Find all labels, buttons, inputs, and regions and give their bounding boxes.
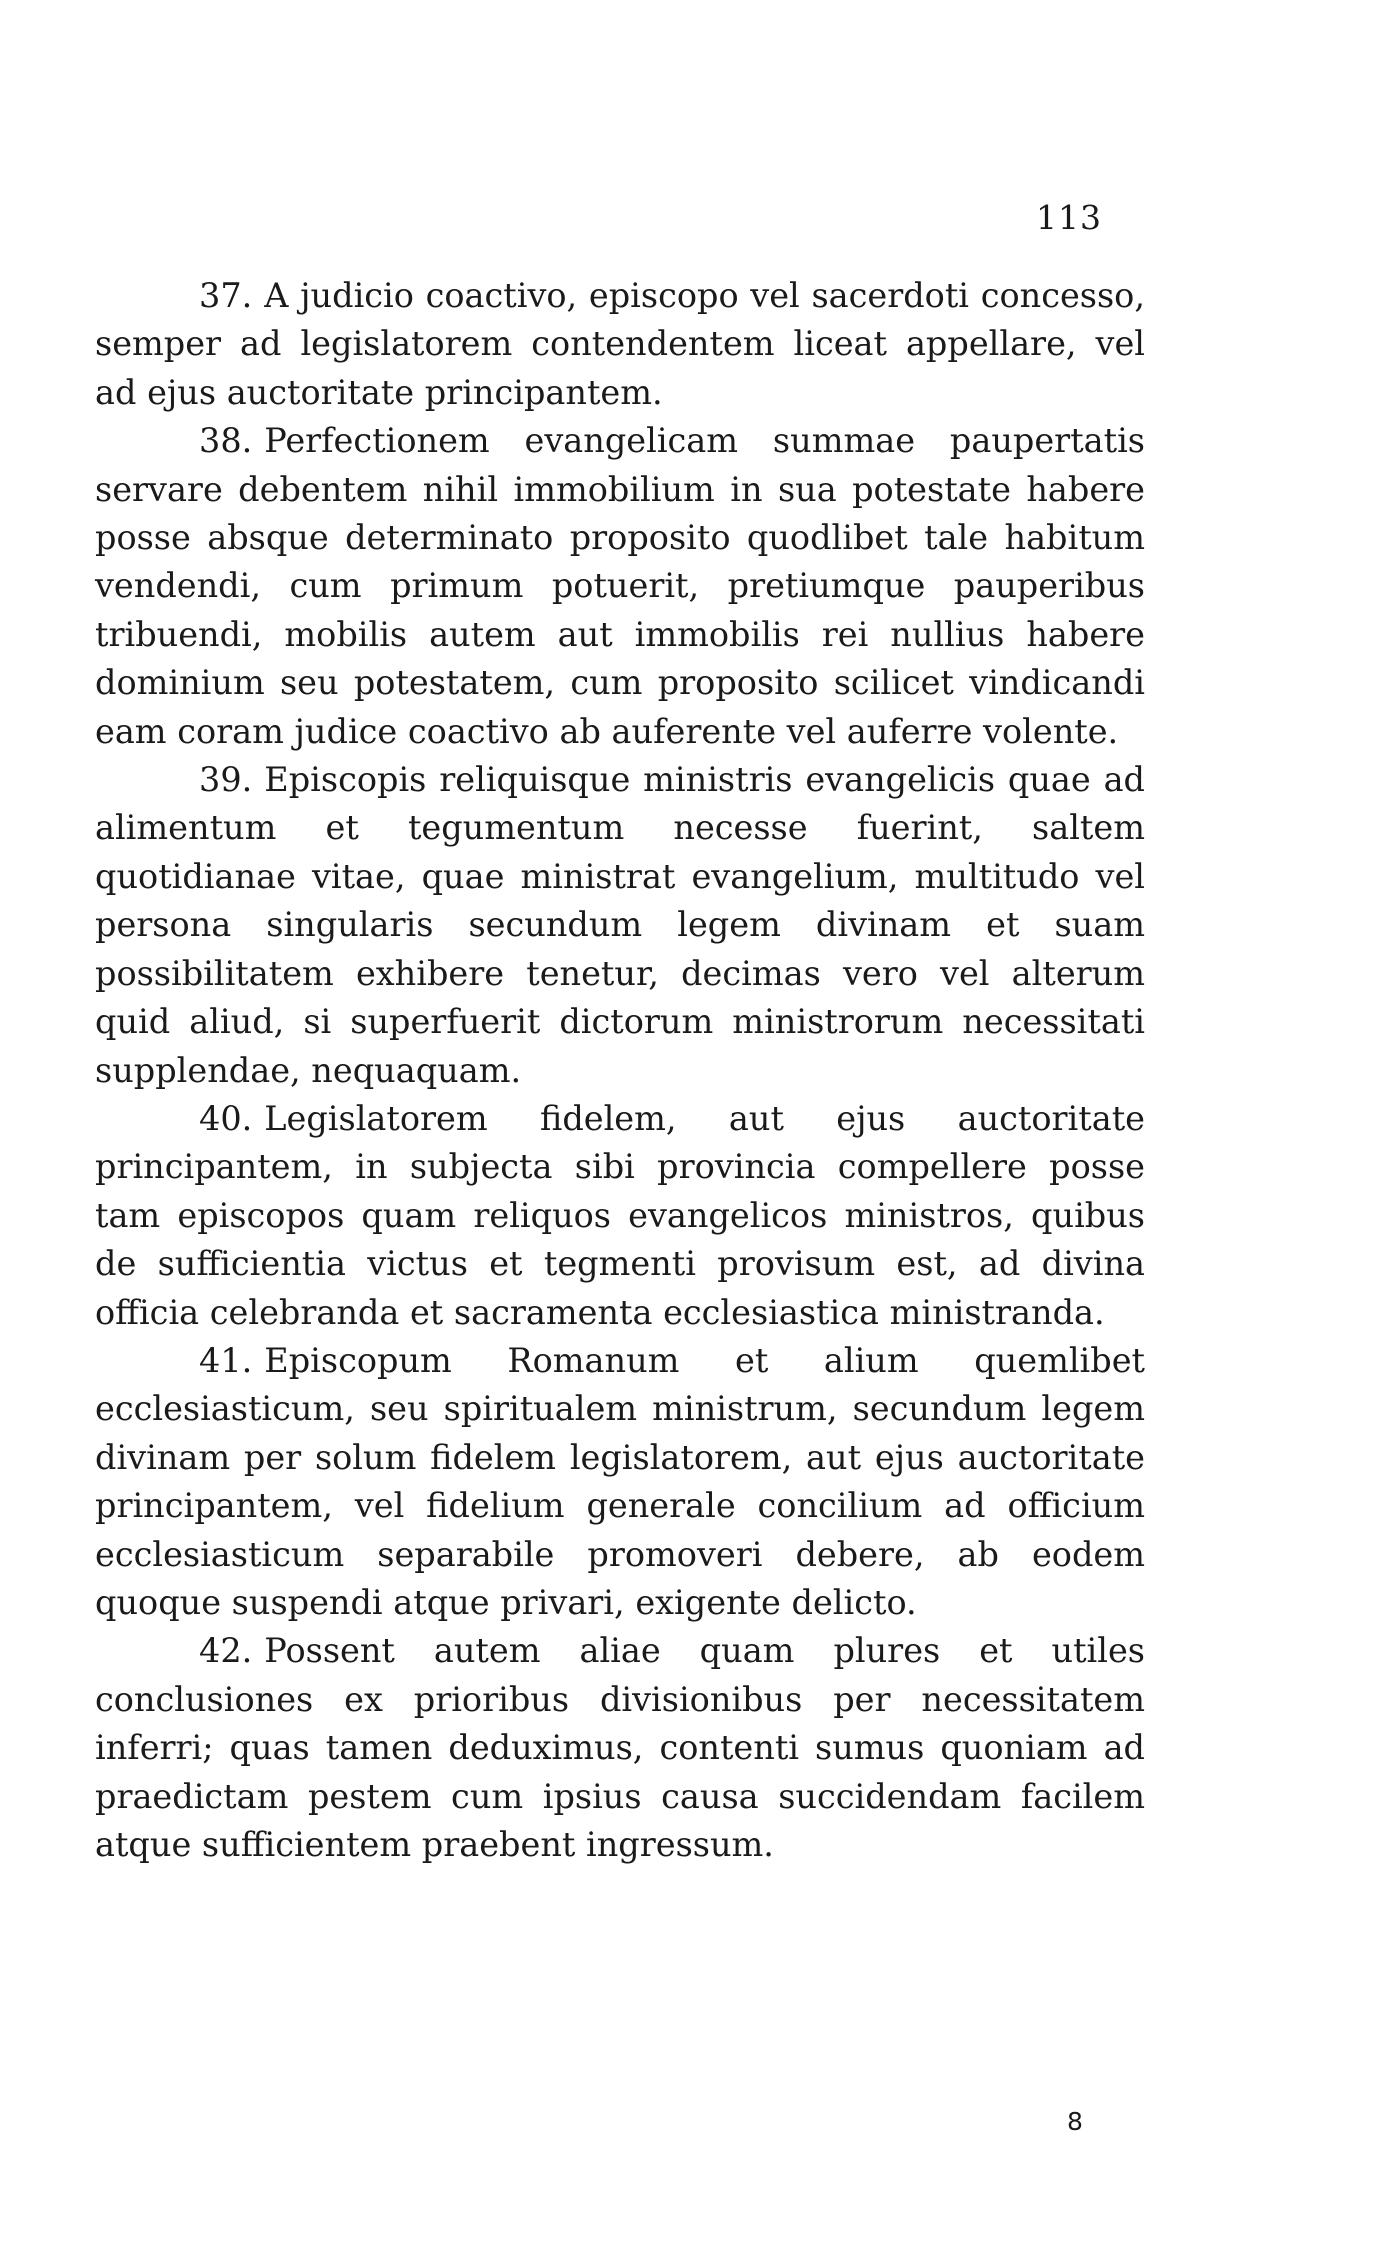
paragraph-number: 42.	[199, 1631, 253, 1671]
paragraph-37	[95, 272, 1145, 417]
paragraph-39	[95, 756, 1145, 1095]
paragraph-number: 39.	[199, 760, 253, 800]
signature-mark: 8	[1067, 2107, 1083, 2136]
paragraph-number: 40.	[199, 1098, 253, 1138]
paragraph-text: Episcopum Romanum et alium quemlibet ecclesiasticum, seu spiritualem ministrum, secundum legem divinam per solum fidelem legislatorem, aut ejus auctoritate principantem, vel fidelium generale concilium ad officium ecclesiasticum separabile promoveri debere, ab eodem quoque suspendi atque privari, exigente delicto.	[95, 1340, 1145, 1622]
paragraph-number: 38.	[199, 421, 253, 461]
paragraph-text: Episcopis reliquisque ministris evangelicis quae ad alimentum et tegumentum necesse fuerint, saltem quotidianae vitae, quae ministrat evangelium, multitudo vel persona singularis secundum legem divinam et suam possibilitatem exhibere tenetur, decimas vero vel alterum quid aliud, si superfuerit dictorum ministrorum necessitati supplendae, nequaquam.	[95, 760, 1145, 1090]
paragraph-text: Possent autem aliae quam plures et utiles conclusiones ex prioribus divisionibus per necessitatem inferri; quas tamen deduximus, contenti sumus quoniam ad praedictam pestem cum ipsius causa succidendam facilem atque sufficientem praebent ingressum.	[95, 1631, 1145, 1864]
paragraph-42	[95, 1627, 1145, 1869]
paragraph-40	[95, 1095, 1145, 1337]
body-text	[95, 272, 1145, 1869]
paragraph-text: Legislatorem fidelem, aut ejus auctoritate principantem, in subjecta sibi provincia compellere posse tam episcopos quam reliquos evangelicos ministros, quibus de sufficientia victus et tegmenti provisum est, ad divina officia celebranda et sacramenta ecclesiastica ministranda.	[95, 1098, 1145, 1332]
page-number: 113	[1036, 198, 1102, 237]
paragraph-number: 41.	[199, 1340, 253, 1380]
paragraph-41	[95, 1337, 1145, 1627]
paragraph-number: 37.	[199, 276, 253, 315]
paragraph-text: Perfectionem evangelicam summae paupertatis servare debentem nihil immobilium in sua potestate habere posse absque determinato proposito quodlibet tale habitum vendendi, cum primum potuerit, pretiumque pauperibus tribuendi, mobilis autem aut immobilis rei nullius habere dominium seu potestatem, cum proposito scilicet vindicandi eam coram judice coactivo ab auferente vel auferre volente.	[95, 421, 1145, 751]
paragraph-38	[95, 417, 1145, 756]
paragraph-text: A judicio coactivo, episcopo vel sacerdoti concesso, semper ad legislatorem contendentem liceat appellare, vel ad ejus auctoritate principantem.	[95, 276, 1145, 412]
